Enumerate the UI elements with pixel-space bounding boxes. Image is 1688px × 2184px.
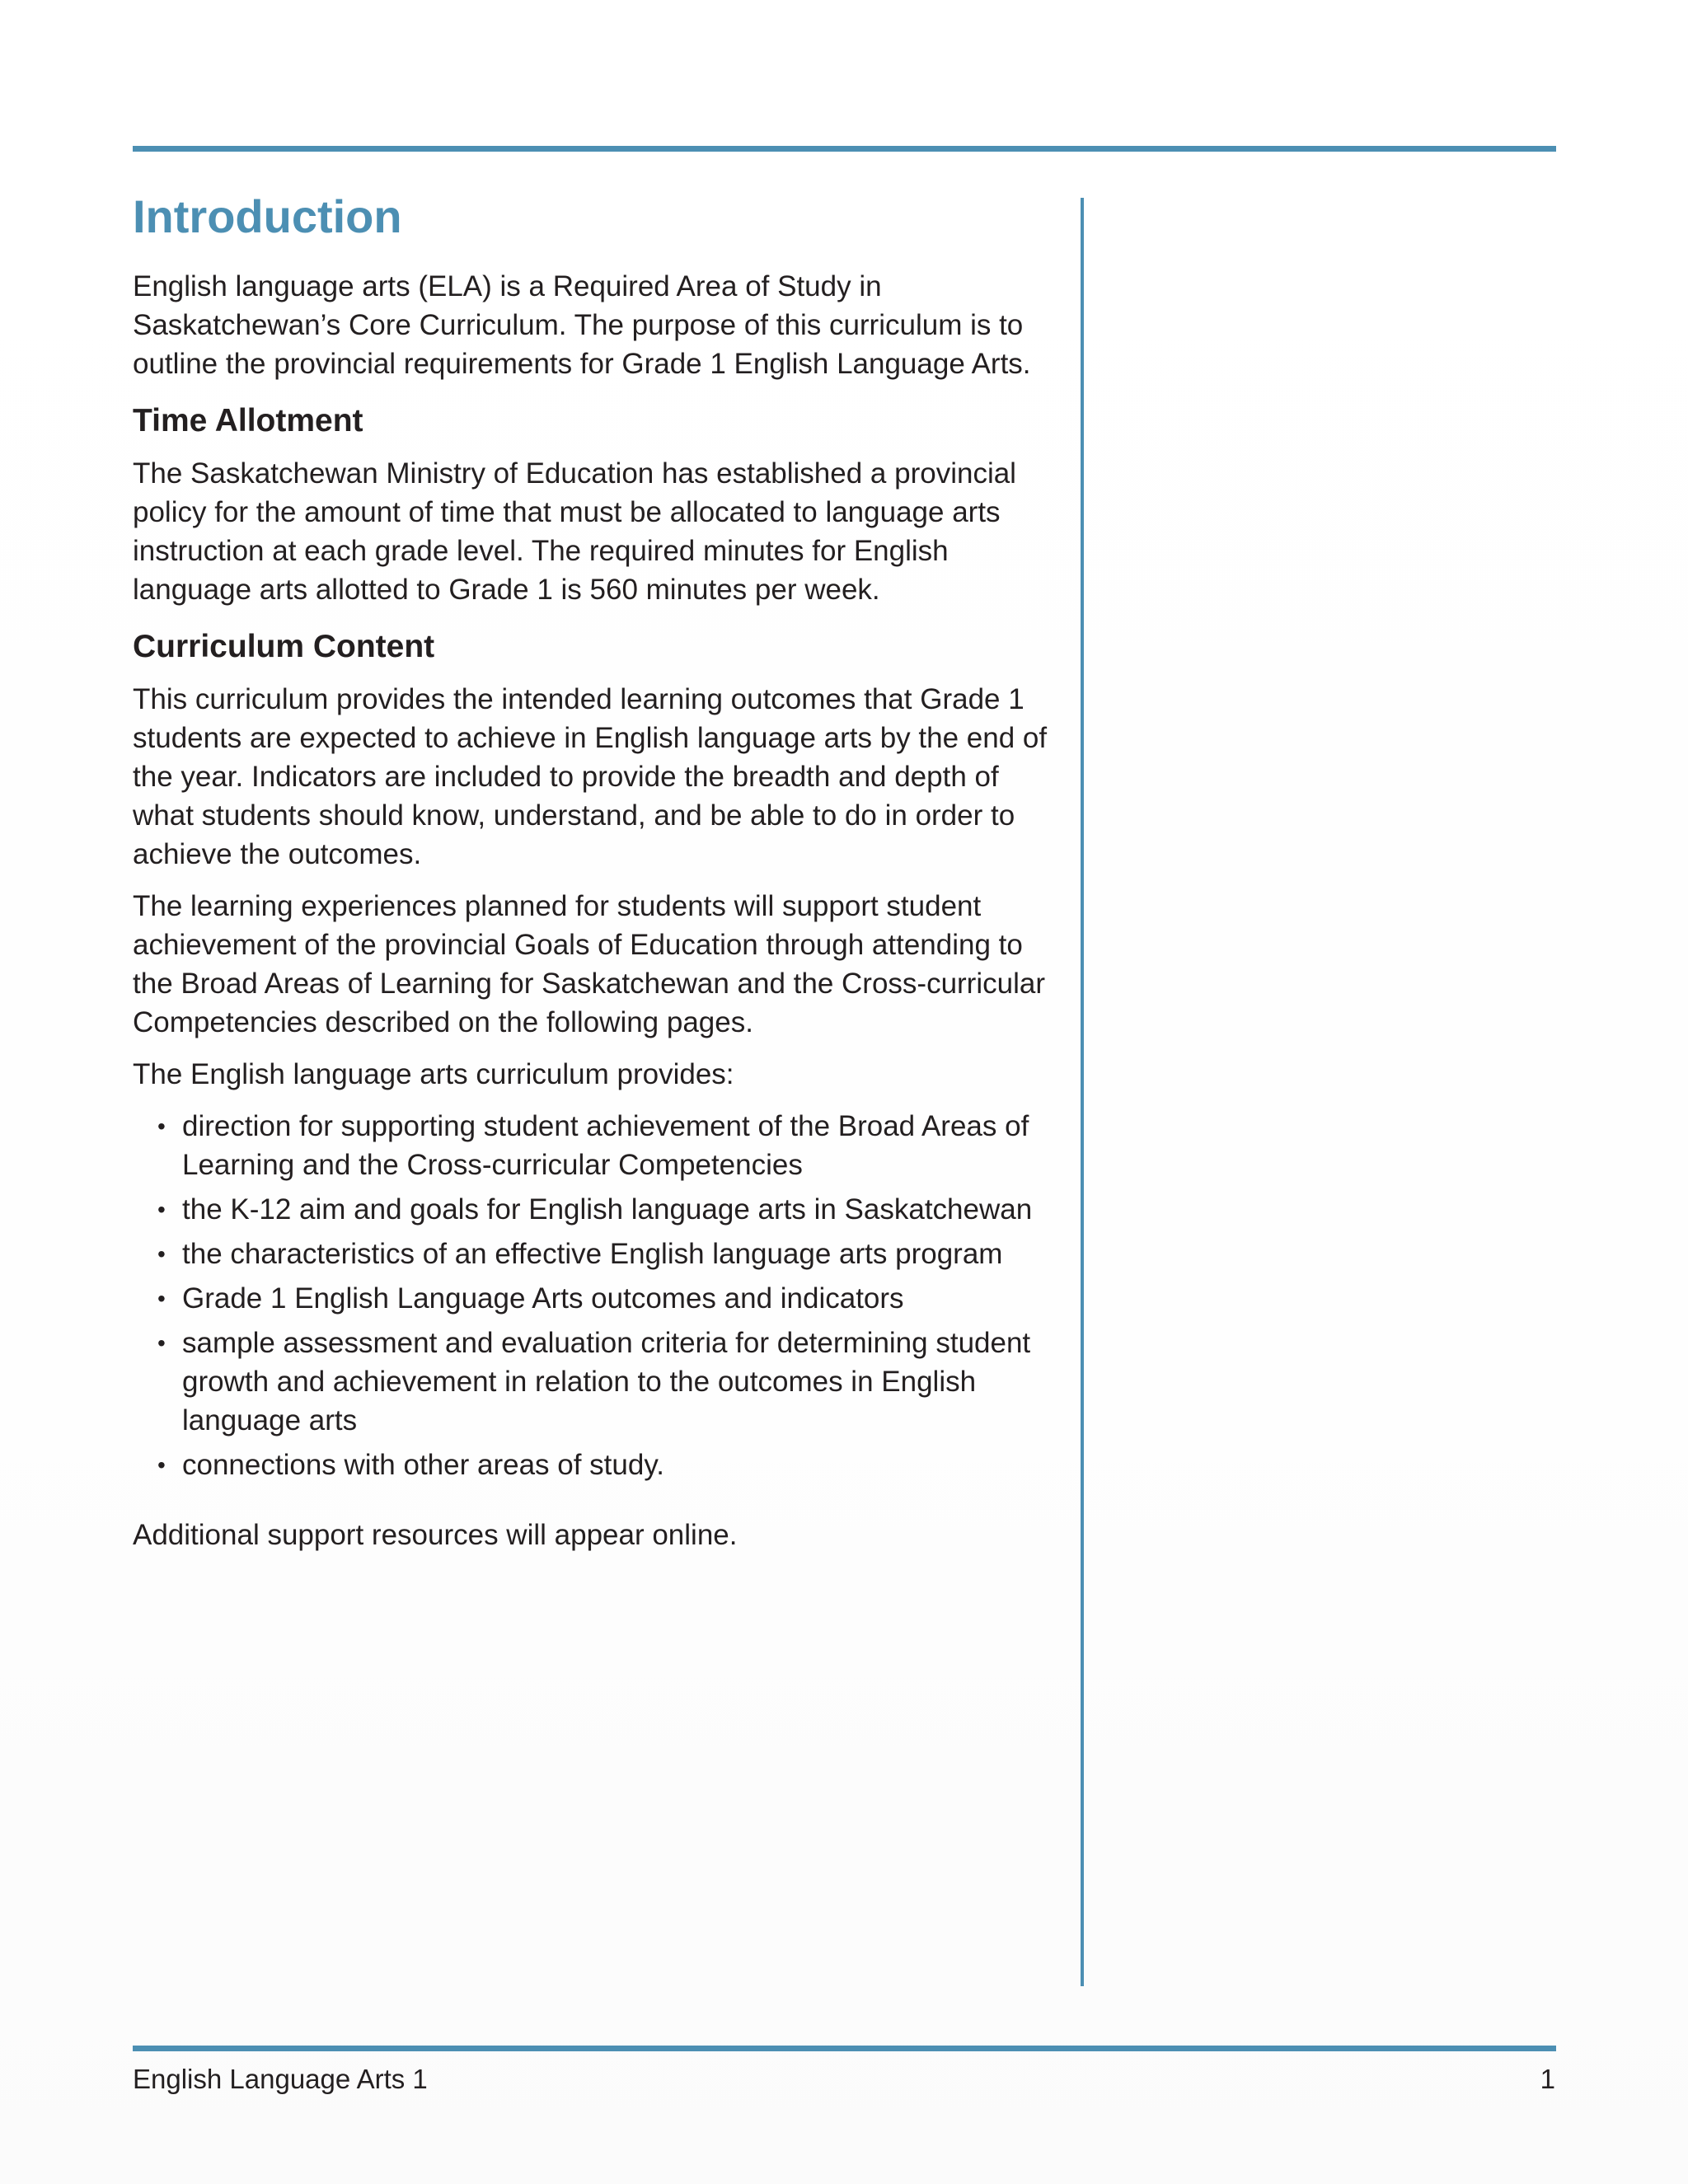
list-item-text: sample assessment and evaluation criteria for determining student growth and achievement in relation to the outcomes in English language arts <box>182 1327 1031 1436</box>
list-item-text: the characteristics of an effective English language arts program <box>182 1238 1003 1270</box>
list-item <box>133 1107 1048 1184</box>
list-item <box>133 1324 1048 1440</box>
list-item <box>133 1446 1048 1484</box>
time-allotment-paragraph: The Saskatchewan Ministry of Education has established a provincial policy for the amount of time that must be allocated to language arts instruction at each grade level. The required minutes for English language arts allotted to Grade 1 is 560 minutes per week. <box>133 457 1016 606</box>
column-divider <box>1081 198 1084 1986</box>
list-item-text: the K-12 aim and goals for English language arts in Saskatchewan <box>182 1193 1033 1226</box>
closing-paragraph: Additional support resources will appear online. <box>133 1519 738 1551</box>
footer-rule <box>133 2046 1556 2051</box>
bullet-icon: • <box>157 1286 166 1311</box>
curriculum-paragraph: The English language arts curriculum provides: <box>133 1058 734 1090</box>
time-allotment-heading: Time Allotment <box>133 403 363 438</box>
page-number: 1 <box>1540 2064 1555 2094</box>
curriculum-paragraph: The learning experiences planned for students will support student achievement of the provincial Goals of Education through attending to the Broad Areas of Learning for Saskatchewan and the Cross-curricular Competencies described on the following pages. <box>133 890 1045 1038</box>
intro-paragraph: English language arts (ELA) is a Required Area of Study in Saskatchewan’s Core Curriculum. The purpose of this curriculum is to outline the provincial requirements for Grade 1 English Language Arts. <box>133 270 1031 380</box>
list-item-text: Grade 1 English Language Arts outcomes and indicators <box>182 1282 904 1315</box>
list-item <box>133 1279 1048 1318</box>
list-item-text: connections with other areas of study. <box>182 1449 664 1481</box>
list-item-text: direction for supporting student achievement of the Broad Areas of Learning and the Cross-curricular Competencies <box>182 1110 1029 1181</box>
curriculum-paragraph: This curriculum provides the intended learning outcomes that Grade 1 students are expected to achieve in English language arts by the end of the year. Indicators are included to provide the breadth and depth of what students should know, understand, and be able to do in order to achieve the outcomes. <box>133 683 1048 870</box>
list-item <box>133 1190 1048 1229</box>
top-rule <box>133 146 1556 152</box>
list-item <box>133 1235 1048 1273</box>
bullet-icon: • <box>157 1330 166 1356</box>
provides-list <box>133 1107 1048 1484</box>
bullet-icon: • <box>157 1241 166 1267</box>
bullet-icon: • <box>157 1197 166 1222</box>
main-column <box>133 188 1048 1568</box>
bullet-icon: • <box>157 1113 166 1139</box>
footer-title: English Language Arts 1 <box>133 2064 428 2094</box>
bullet-icon: • <box>157 1452 166 1478</box>
page-title: Introduction <box>133 190 402 242</box>
curriculum-content-heading: Curriculum Content <box>133 629 435 664</box>
